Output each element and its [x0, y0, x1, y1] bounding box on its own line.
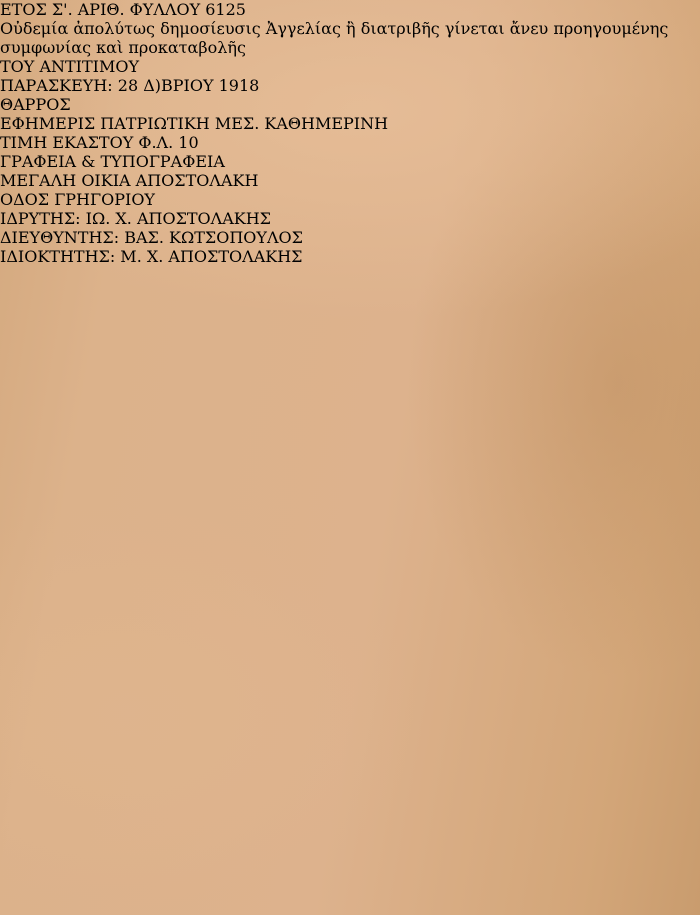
offices-line-2: ΜΕΓΑΛΗ ΟΙΚΙΑ ΑΠΟΣΤΟΛΑΚΗ: [0, 171, 259, 190]
director-line: ΔΙΕΥΘΥΝΤΗΣ: ΒΑΣ. ΚΩΤΣΟΠΟΥΛΟΣ: [0, 228, 303, 247]
date-line: ΠΑΡΑΣΚΕΥΗ: 28 Δ)ΒΡΙΟΥ 1918: [0, 76, 260, 95]
masthead-right-block: [0, 133, 700, 266]
issue-number-line: ΕΤΟΣ Σ'. ΑΡΙΘ. ΦΥΛΛΟΥ 6125: [0, 0, 246, 19]
price-line: ΤΙΜΗ ΕΚΑΣΤΟΥ Φ.Λ. 10: [0, 133, 199, 152]
publication-notice-emphasis: ΤΟΥ ΑΝΤΙΤΙΜΟΥ: [0, 57, 140, 76]
newspaper-title: ΘΑΡΡΟΣ: [0, 95, 71, 114]
founder-line: ΙΔΡΥΤΗΣ: ΙΩ. Χ. ΑΠΟΣΤΟΛΑΚΗΣ: [0, 209, 271, 228]
newspaper-subtitle: ΕΦΗΜΕΡΙΣ ΠΑΤΡΙΩΤΙΚΗ ΜΕΣ. ΚΑΘΗΜΕΡΙΝΗ: [0, 114, 389, 133]
column-divider-1: [0, 266, 700, 915]
publication-notice: Οὐδεμία ἀπολύτως δημοσίευσις Ἀγγελίας ἢ διατριβῆς γίνεται ἄνευ προηγουμένης συμφωνίας καὶ προκαταβολῆς: [0, 19, 669, 57]
offices-line-3: ΟΔΟΣ ΓΡΗΓΟΡΙΟΥ: [0, 190, 155, 209]
masthead: [0, 95, 700, 133]
offices-line-1: ΓΡΑΦΕΙΑ & ΤΥΠΟΓΡΑΦΕΙΑ: [0, 152, 225, 171]
masthead-left-block: [0, 0, 700, 95]
owner-line: ΙΔΙΟΚΤΗΤΗΣ: Μ. Χ. ΑΠΟΣΤΟΛΑΚΗΣ: [0, 247, 303, 266]
